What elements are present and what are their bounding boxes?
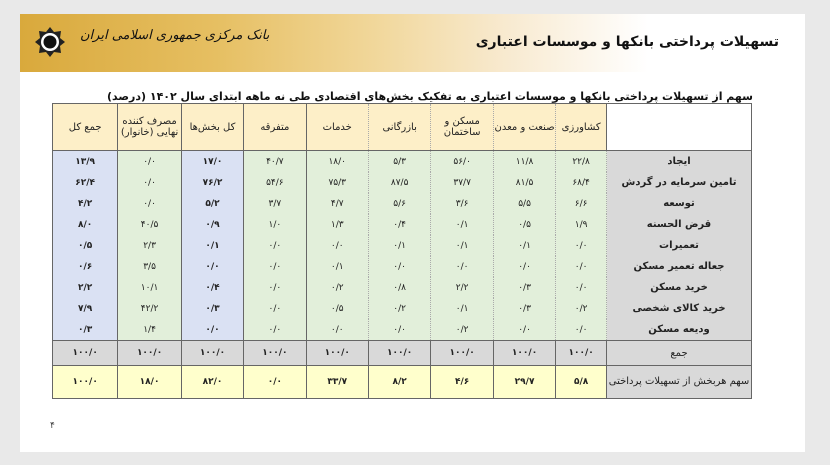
table-cell: ۱۸/۰: [118, 366, 181, 399]
table-cell: ۰/۲: [556, 298, 607, 319]
sum-row: [53, 341, 752, 366]
table-cell: ۴۰/۵: [118, 214, 181, 235]
logo-text: بانک مرکزی جمهوری اسلامی ایران: [80, 28, 270, 43]
table-cell: ۰/۰: [306, 319, 368, 341]
table-cell: ۰/۰: [181, 319, 243, 341]
col-header: مسکن و ساختمان: [431, 104, 494, 151]
table-cell: ۰/۰: [368, 319, 430, 341]
table-cell: ۰/۰: [556, 235, 607, 256]
table-cell: ۰/۰: [306, 235, 368, 256]
table-cell: ۰/۵: [493, 214, 555, 235]
table-cell: ۴/۶: [431, 366, 494, 399]
table-cell: ۵/۶: [368, 193, 430, 214]
table-cell: ۰/۰: [493, 319, 555, 341]
table-cell: ۱/۴: [118, 319, 181, 341]
table-cell: ۸۱/۵: [493, 172, 555, 193]
table-cell: ۶/۶: [556, 193, 607, 214]
table-cell: ۵/۵: [493, 193, 555, 214]
col-header: متفرقه: [244, 104, 306, 151]
table-cell: ۷/۹: [53, 298, 118, 319]
table-cell: ۸/۲: [368, 366, 430, 399]
row-label: خرید کالای شخصی: [607, 298, 752, 319]
table-cell: ۱۱/۸: [493, 151, 555, 173]
table-cell: ۰/۱: [368, 235, 430, 256]
table-cell: ۰/۰: [244, 366, 306, 399]
table-cell: ۵/۲: [181, 193, 243, 214]
row-label: تعمیرات: [607, 235, 752, 256]
table-cell: ۳۳/۷: [306, 366, 368, 399]
table-cell: ۰/۴: [181, 277, 243, 298]
table-row: [53, 256, 752, 277]
table-cell: ۴۰/۷: [244, 151, 306, 173]
table-cell: ۰/۳: [493, 298, 555, 319]
table-row: [53, 172, 752, 193]
table-cell: ۰/۰: [181, 256, 243, 277]
table-cell: ۰/۰: [244, 319, 306, 341]
col-header: جمع کل: [53, 104, 118, 151]
table-cell: ۶۸/۴: [556, 172, 607, 193]
table-cell: ۰/۰: [368, 256, 430, 277]
row-label: جعاله تعمیر مسکن: [607, 256, 752, 277]
table-row: [53, 214, 752, 235]
table-cell: ۱۷/۰: [181, 151, 243, 173]
table-cell: ۱۰۰/۰: [493, 341, 555, 366]
table-cell: ۴۲/۲: [118, 298, 181, 319]
table-cell: ۳/۶: [431, 193, 494, 214]
table-cell: ۵/۸: [556, 366, 607, 399]
table-cell: ۸۲/۰: [181, 366, 243, 399]
table-cell: ۰/۰: [556, 319, 607, 341]
corner-cell: [607, 104, 752, 151]
table-cell: ۰/۲: [306, 277, 368, 298]
table-cell: ۰/۳: [493, 277, 555, 298]
table-header-row: [53, 104, 752, 151]
table-row: [53, 235, 752, 256]
table-cell: ۰/۰: [118, 172, 181, 193]
col-header: کل بخش‌ها: [181, 104, 243, 151]
table-cell: ۰/۰: [244, 277, 306, 298]
table-cell: ۲۲/۸: [556, 151, 607, 173]
table-cell: ۰/۸: [368, 277, 430, 298]
table-cell: ۱۰۰/۰: [306, 341, 368, 366]
table-cell: ۴/۷: [306, 193, 368, 214]
table-cell: ۵۴/۶: [244, 172, 306, 193]
row-label: توسعه: [607, 193, 752, 214]
table-cell: ۱۰۰/۰: [118, 341, 181, 366]
table-cell: ۱۸/۰: [306, 151, 368, 173]
table-cell: ۰/۰: [556, 256, 607, 277]
table-cell: ۰/۱: [431, 214, 494, 235]
table-cell: ۱۰۰/۰: [431, 341, 494, 366]
page-title: تسهیلات پرداختی بانکها و موسسات اعتباری: [475, 34, 779, 50]
table-cell: ۰/۰: [118, 193, 181, 214]
table-cell: ۰/۲: [431, 319, 494, 341]
table-cell: ۸۷/۵: [368, 172, 430, 193]
table-cell: ۰/۱: [181, 235, 243, 256]
table-cell: ۰/۰: [244, 256, 306, 277]
table-cell: ۵۶/۰: [431, 151, 494, 173]
table-cell: ۲۹/۷: [493, 366, 555, 399]
table-row: [53, 319, 752, 341]
table-cell: ۱۰۰/۰: [556, 341, 607, 366]
slide: [20, 14, 805, 452]
table-cell: ۰/۵: [306, 298, 368, 319]
table-cell: ۰/۱: [431, 298, 494, 319]
table-cell: ۷۶/۲: [181, 172, 243, 193]
table-cell: ۱۳/۹: [53, 151, 118, 173]
table-row: [53, 193, 752, 214]
table-cell: ۰/۳: [181, 298, 243, 319]
table-cell: ۳/۷: [244, 193, 306, 214]
table-cell: ۰/۱: [431, 235, 494, 256]
table-cell: ۰/۹: [181, 214, 243, 235]
col-header: صنعت و معدن: [493, 104, 555, 151]
table-cell: ۰/۵: [53, 235, 118, 256]
table-cell: ۱۰/۱: [118, 277, 181, 298]
table-cell: ۰/۳: [53, 319, 118, 341]
row-label: قرض الحسنه: [607, 214, 752, 235]
page-number: ۴: [50, 421, 55, 431]
col-header: خدمات: [306, 104, 368, 151]
table-cell: ۰/۰: [244, 235, 306, 256]
table-cell: ۶۲/۴: [53, 172, 118, 193]
table-cell: ۱/۹: [556, 214, 607, 235]
row-label: خرید مسکن: [607, 277, 752, 298]
facilities-table: [52, 103, 752, 399]
row-label: ایجاد: [607, 151, 752, 173]
table-cell: ۱/۳: [306, 214, 368, 235]
table-row: [53, 298, 752, 319]
table-cell: ۰/۰: [493, 256, 555, 277]
table-cell: ۰/۱: [493, 235, 555, 256]
table-cell: ۰/۶: [53, 256, 118, 277]
table-cell: ۳/۵: [118, 256, 181, 277]
table-cell: ۱۰۰/۰: [181, 341, 243, 366]
table-cell: ۰/۰: [556, 277, 607, 298]
table-cell: ۷۵/۳: [306, 172, 368, 193]
table-cell: ۵/۳: [368, 151, 430, 173]
central-bank-logo-icon: [34, 26, 66, 58]
table-row: [53, 277, 752, 298]
table-cell: ۱۰۰/۰: [368, 341, 430, 366]
table-cell: ۲/۲: [431, 277, 494, 298]
table-row: [53, 151, 752, 173]
table-cell: ۰/۰: [431, 256, 494, 277]
share-row: [53, 366, 752, 399]
col-header: بازرگانی: [368, 104, 430, 151]
table-cell: ۰/۲: [368, 298, 430, 319]
col-header: مصرف کننده نهایی (خانوار): [118, 104, 181, 151]
row-label: ودیعه مسکن: [607, 319, 752, 341]
table-cell: ۲/۳: [118, 235, 181, 256]
table-cell: ۱۰۰/۰: [53, 366, 118, 399]
table-caption: سهم از تسهیلات پرداختی بانکها و موسسات اعتباری به تفکیک بخش‌های اقتصادی طی نه ماهه ابتدای سال ۱۴۰۲ (درصد): [107, 90, 753, 103]
table-cell: ۸/۰: [53, 214, 118, 235]
table-cell: ۰/۰: [118, 151, 181, 173]
table-cell: ۱۰۰/۰: [53, 341, 118, 366]
table-cell: ۳۷/۷: [431, 172, 494, 193]
table-cell: ۲/۲: [53, 277, 118, 298]
row-label: سهم هربخش از تسهیلات پرداختی: [607, 366, 752, 399]
row-label: جمع: [607, 341, 752, 366]
table-cell: ۴/۲: [53, 193, 118, 214]
table-cell: ۱۰۰/۰: [244, 341, 306, 366]
row-label: تامین سرمایه در گردش: [607, 172, 752, 193]
table-cell: ۰/۰: [244, 298, 306, 319]
table-cell: ۰/۱: [306, 256, 368, 277]
table-cell: ۱/۰: [244, 214, 306, 235]
col-header: کشاورزی: [556, 104, 607, 151]
table-cell: ۰/۴: [368, 214, 430, 235]
